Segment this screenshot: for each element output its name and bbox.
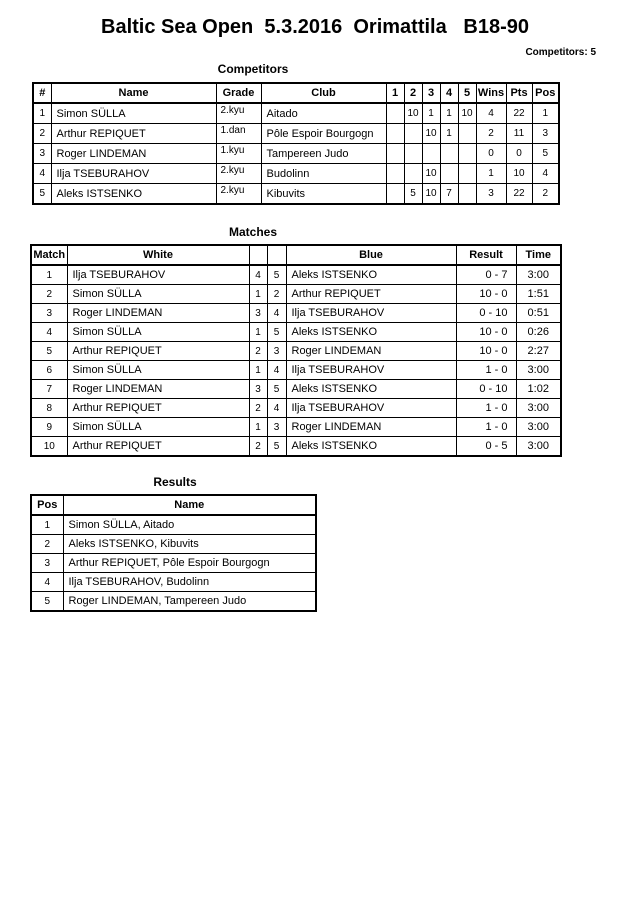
competitor-points: 22 <box>506 184 532 205</box>
page-title: Baltic Sea Open 5.3.2016 Orimattila B18-90 <box>101 16 529 38</box>
result-row <box>31 515 316 535</box>
match-time: 1:02 <box>516 380 561 399</box>
match-number: 7 <box>31 380 67 399</box>
white-competitor-number: 1 <box>249 418 267 437</box>
match-row <box>31 285 561 304</box>
competitor-wins: 2 <box>476 124 506 144</box>
match-number: 2 <box>31 285 67 304</box>
competitor-name: Ilja TSEBURAHOV <box>51 164 216 184</box>
match-time: 3:00 <box>516 399 561 418</box>
competitor-wins: 4 <box>476 103 506 124</box>
competitor-grade: 2.kyu <box>216 103 261 124</box>
match-result-cell: 5 <box>404 184 422 205</box>
column-header-blue-number <box>267 245 286 265</box>
match-result-cell <box>386 144 404 164</box>
blue-competitor-number: 3 <box>267 342 286 361</box>
column-header-points: Pts <box>506 83 532 103</box>
white-competitor-number: 1 <box>249 285 267 304</box>
match-result: 10 - 0 <box>456 342 516 361</box>
matches-table <box>30 244 562 457</box>
column-header-white: White <box>67 245 249 265</box>
competitor-club: Aitado <box>261 103 386 124</box>
match-result-cell <box>404 164 422 184</box>
result-name: Ilja TSEBURAHOV, Budolinn <box>63 573 316 592</box>
match-result-cell <box>404 124 422 144</box>
competitor-position: 4 <box>532 164 559 184</box>
column-header-opponent-3: 3 <box>422 83 440 103</box>
blue-competitor-number: 4 <box>267 399 286 418</box>
competitor-name: Arthur REPIQUET <box>51 124 216 144</box>
column-header-position: Pos <box>31 495 63 515</box>
competitor-name: Aleks ISTSENKO <box>51 184 216 205</box>
white-competitor-name: Arthur REPIQUET <box>67 437 249 457</box>
match-result: 10 - 0 <box>456 323 516 342</box>
match-number: 4 <box>31 323 67 342</box>
column-header-result: Result <box>456 245 516 265</box>
competitor-row <box>33 144 559 164</box>
match-result-cell: 10 <box>422 164 440 184</box>
match-result: 0 - 10 <box>456 380 516 399</box>
match-result-cell <box>458 124 476 144</box>
match-number: 9 <box>31 418 67 437</box>
white-competitor-number: 2 <box>249 399 267 418</box>
competitor-club: Tampereen Judo <box>261 144 386 164</box>
result-position: 4 <box>31 573 63 592</box>
match-result-cell <box>386 103 404 124</box>
match-time: 1:51 <box>516 285 561 304</box>
result-position: 1 <box>31 515 63 535</box>
competitors-table <box>32 82 560 205</box>
white-competitor-name: Roger LINDEMAN <box>67 380 249 399</box>
result-name: Arthur REPIQUET, Pôle Espoir Bourgogn <box>63 554 316 573</box>
result-row <box>31 592 316 612</box>
results-header-row <box>31 495 316 515</box>
match-result: 10 - 0 <box>456 285 516 304</box>
competitor-row <box>33 164 559 184</box>
match-result-cell <box>440 164 458 184</box>
blue-competitor-number: 2 <box>267 285 286 304</box>
column-header-grade: Grade <box>216 83 261 103</box>
match-time: 0:51 <box>516 304 561 323</box>
blue-competitor-number: 5 <box>267 380 286 399</box>
result-name: Roger LINDEMAN, Tampereen Judo <box>63 592 316 612</box>
competitor-number: 1 <box>33 103 51 124</box>
white-competitor-name: Simon SÜLLA <box>67 323 249 342</box>
match-row <box>31 265 561 285</box>
white-competitor-name: Arthur REPIQUET <box>67 399 249 418</box>
match-row <box>31 304 561 323</box>
competitor-grade: 2.kyu <box>216 184 261 205</box>
white-competitor-name: Simon SÜLLA <box>67 361 249 380</box>
blue-competitor-number: 4 <box>267 361 286 380</box>
result-row <box>31 554 316 573</box>
column-header-club: Club <box>261 83 386 103</box>
competitor-wins: 1 <box>476 164 506 184</box>
match-time: 2:27 <box>516 342 561 361</box>
blue-competitor-name: Aleks ISTSENKO <box>286 323 456 342</box>
match-time: 3:00 <box>516 361 561 380</box>
match-result-cell: 10 <box>458 103 476 124</box>
results-section-heading: Results <box>153 475 197 489</box>
match-number: 10 <box>31 437 67 457</box>
competitors-section-heading: Competitors <box>217 62 289 76</box>
blue-competitor-name: Arthur REPIQUET <box>286 285 456 304</box>
competitor-name: Roger LINDEMAN <box>51 144 216 164</box>
match-result: 0 - 10 <box>456 304 516 323</box>
match-result: 0 - 7 <box>456 265 516 285</box>
match-number: 3 <box>31 304 67 323</box>
match-result-cell: 1 <box>440 124 458 144</box>
competitor-row <box>33 124 559 144</box>
match-number: 6 <box>31 361 67 380</box>
white-competitor-number: 1 <box>249 361 267 380</box>
match-result-cell <box>386 124 404 144</box>
match-result-cell <box>404 144 422 164</box>
column-header-opponent-1: 1 <box>386 83 404 103</box>
competitor-number: 4 <box>33 164 51 184</box>
competitor-wins: 0 <box>476 144 506 164</box>
match-time: 3:00 <box>516 437 561 457</box>
match-time: 3:00 <box>516 265 561 285</box>
blue-competitor-name: Aleks ISTSENKO <box>286 265 456 285</box>
result-position: 5 <box>31 592 63 612</box>
competitor-points: 0 <box>506 144 532 164</box>
match-result-cell <box>422 144 440 164</box>
blue-competitor-name: Ilja TSEBURAHOV <box>286 399 456 418</box>
white-competitor-name: Roger LINDEMAN <box>67 304 249 323</box>
blue-competitor-name: Aleks ISTSENKO <box>286 437 456 457</box>
competitor-grade: 2.kyu <box>216 164 261 184</box>
competitor-row <box>33 184 559 205</box>
competitor-grade: 1.dan <box>216 124 261 144</box>
white-competitor-name: Arthur REPIQUET <box>67 342 249 361</box>
matches-section-heading: Matches <box>228 225 278 239</box>
match-result-cell: 10 <box>404 103 422 124</box>
column-header-opponent-5: 5 <box>458 83 476 103</box>
white-competitor-name: Ilja TSEBURAHOV <box>67 265 249 285</box>
competitor-name: Simon SÜLLA <box>51 103 216 124</box>
blue-competitor-number: 5 <box>267 323 286 342</box>
match-result: 1 - 0 <box>456 361 516 380</box>
blue-competitor-name: Aleks ISTSENKO <box>286 380 456 399</box>
match-time: 3:00 <box>516 418 561 437</box>
column-header-name: Name <box>51 83 216 103</box>
blue-competitor-name: Roger LINDEMAN <box>286 342 456 361</box>
competitor-club: Pôle Espoir Bourgogn <box>261 124 386 144</box>
blue-competitor-number: 5 <box>267 265 286 285</box>
white-competitor-number: 4 <box>249 265 267 285</box>
competitor-row <box>33 103 559 124</box>
blue-competitor-number: 4 <box>267 304 286 323</box>
competitor-number: 5 <box>33 184 51 205</box>
white-competitor-name: Simon SÜLLA <box>67 285 249 304</box>
white-competitor-number: 2 <box>249 342 267 361</box>
match-result-cell: 10 <box>422 124 440 144</box>
white-competitor-number: 1 <box>249 323 267 342</box>
column-header-opponent-2: 2 <box>404 83 422 103</box>
tournament-report <box>0 16 630 612</box>
competitor-grade: 1.kyu <box>216 144 261 164</box>
match-row <box>31 437 561 457</box>
results-table <box>30 494 317 612</box>
competitor-position: 2 <box>532 184 559 205</box>
column-header-number: # <box>33 83 51 103</box>
competitor-number: 3 <box>33 144 51 164</box>
match-result-cell: 7 <box>440 184 458 205</box>
match-row <box>31 323 561 342</box>
column-header-name: Name <box>63 495 316 515</box>
competitor-number: 2 <box>33 124 51 144</box>
match-result-cell: 10 <box>422 184 440 205</box>
match-row <box>31 342 561 361</box>
match-result-cell <box>440 144 458 164</box>
competitor-club: Kibuvits <box>261 184 386 205</box>
column-header-time: Time <box>516 245 561 265</box>
match-result-cell <box>458 184 476 205</box>
result-name: Aleks ISTSENKO, Kibuvits <box>63 535 316 554</box>
match-result: 1 - 0 <box>456 399 516 418</box>
match-result: 1 - 0 <box>456 418 516 437</box>
white-competitor-name: Simon SÜLLA <box>67 418 249 437</box>
result-position: 2 <box>31 535 63 554</box>
column-header-wins: Wins <box>476 83 506 103</box>
match-row <box>31 361 561 380</box>
competitor-club: Budolinn <box>261 164 386 184</box>
match-result: 0 - 5 <box>456 437 516 457</box>
competitor-wins: 3 <box>476 184 506 205</box>
column-header-match: Match <box>31 245 67 265</box>
white-competitor-number: 2 <box>249 437 267 457</box>
white-competitor-number: 3 <box>249 304 267 323</box>
matches-header-row <box>31 245 561 265</box>
blue-competitor-name: Roger LINDEMAN <box>286 418 456 437</box>
competitors-header-row <box>33 83 559 103</box>
match-result-cell: 1 <box>440 103 458 124</box>
column-header-position: Pos <box>532 83 559 103</box>
competitor-points: 10 <box>506 164 532 184</box>
match-number: 8 <box>31 399 67 418</box>
blue-competitor-number: 3 <box>267 418 286 437</box>
column-header-opponent-4: 4 <box>440 83 458 103</box>
match-result-cell <box>386 164 404 184</box>
competitor-points: 22 <box>506 103 532 124</box>
result-row <box>31 535 316 554</box>
match-result-cell <box>458 144 476 164</box>
result-name: Simon SÜLLA, Aitado <box>63 515 316 535</box>
result-position: 3 <box>31 554 63 573</box>
competitors-count-label: Competitors: 5 <box>525 47 596 58</box>
result-row <box>31 573 316 592</box>
column-header-white-number <box>249 245 267 265</box>
match-row <box>31 380 561 399</box>
competitor-position: 1 <box>532 103 559 124</box>
match-number: 5 <box>31 342 67 361</box>
match-result-cell <box>458 164 476 184</box>
blue-competitor-name: Ilja TSEBURAHOV <box>286 361 456 380</box>
match-row <box>31 399 561 418</box>
competitor-position: 5 <box>532 144 559 164</box>
blue-competitor-number: 5 <box>267 437 286 457</box>
competitor-position: 3 <box>532 124 559 144</box>
match-result-cell <box>386 184 404 205</box>
column-header-blue: Blue <box>286 245 456 265</box>
match-result-cell: 1 <box>422 103 440 124</box>
blue-competitor-name: Ilja TSEBURAHOV <box>286 304 456 323</box>
match-row <box>31 418 561 437</box>
match-number: 1 <box>31 265 67 285</box>
white-competitor-number: 3 <box>249 380 267 399</box>
match-time: 0:26 <box>516 323 561 342</box>
competitor-points: 11 <box>506 124 532 144</box>
